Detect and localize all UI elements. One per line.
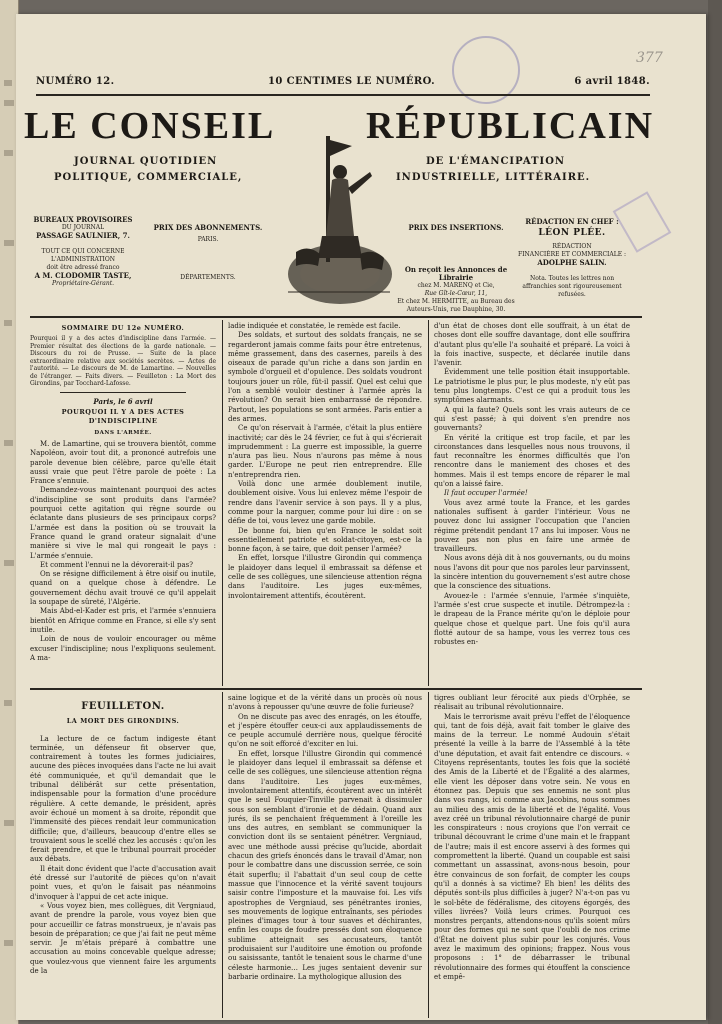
col3-paragraph-8: Avouez-le : l'armée s'ennuie, l'armée s'inquiète, l'armée s'est crue suspecte et inutile. Détrompez-la : le drapeau de la France mérite qu'on le déploie pour quelque chose et quelque part. Une fois qu'il aura flotté autour de sa hampe, vous les verrez tous ces robustes en-	[434, 591, 630, 647]
article-column-3	[434, 322, 630, 686]
redaction-sub2: FINANCIÈRE ET COMMERCIALE :	[517, 251, 627, 258]
column-rule-1	[222, 320, 223, 686]
article-title-2: DANS L'ARMÉE.	[94, 429, 152, 436]
issue-date: 6 avril 1848.	[574, 76, 650, 87]
header-rule	[36, 94, 650, 96]
issue-bar	[36, 76, 650, 92]
masthead-bottom-rule	[30, 316, 642, 318]
subtitle-right-2: INDUSTRIELLE, LITTÉRAIRE.	[396, 172, 591, 183]
col2-paragraph-1: ladie indiquée et constatée, le remède est facile.	[228, 322, 401, 330]
pencil-mark: 377	[636, 50, 663, 66]
column-rule-4	[428, 692, 429, 1018]
bureaux-title: BUREAUX PROVISOIRES	[33, 215, 133, 224]
sommaire-text: Pourquoi il y a des actes d'indiscipline dans l'armée. — Premier résultat des élections de la garde nationale. — Discours du roi de Prusse. — Suite de la place extraordinaire relative aux sociétés secrètes. — Actes de l'autorité. — Le discours de M. de Lamartine. — Nouvelles de l'étranger. — Faits divers. — Feuilleton : La Mort des Girondins, par Tocchard-Lafosse.	[30, 335, 216, 388]
abonnements-departements: DÉPARTEMENTS.	[180, 274, 236, 281]
bureaux-owner: A M. CLODOMIR TASTE,	[34, 271, 132, 280]
bureaux-box	[30, 216, 136, 288]
redaction-editor: ADOLPHE SALIN.	[537, 258, 607, 267]
column-rule-3	[222, 692, 223, 1018]
bureaux-address: PASSAGE SAULNIER, 7.	[36, 231, 130, 240]
redaction-chief: LÉON PLÉE.	[538, 228, 606, 238]
article-column-1	[30, 322, 216, 686]
column-rule-2	[428, 320, 429, 686]
sommaire-title: SOMMAIRE DU 12e NUMÉRO.	[61, 324, 185, 332]
col3-paragraph-6: Vous avez armé toute la France, et les gardes nationales suffisent à garder l'intérieur. Vous ne pouvez donc lui assigner l'occupation que l'ancien régime prétendit pendant 17 ans lui imposer. Vous ne pouvez pas non plus en faire une armée de travailleurs.	[434, 498, 630, 554]
insertions-line4: Auteurs-Unis, rue Dauphine, 30.	[406, 306, 506, 313]
col3-paragraph-4: En vérité la critique est trop facile, et par les circonstances dans lesquelles nous nous trouvons, il faut reconnaître les énormes difficultés que l'on rencontre dans le maniement des choses et des hommes. Mais il est temps encore de réparer le mal qu'on a laissé faire.	[434, 433, 630, 489]
bureaux-line6: Propriétaire-Gérant.	[51, 280, 115, 287]
redaction-box	[516, 218, 628, 299]
insertions-title: PRIX DES INSERTIONS.	[408, 223, 504, 232]
bureaux-line3: TOUT CE QUI CONCERNE L'ADMINISTRATION	[41, 248, 125, 263]
insertions-box	[394, 224, 518, 314]
abonnements-paris: PARIS.	[197, 236, 219, 243]
col3-paragraph-7: Nous avons déjà dit à nos gouvernants, ou du moins nous l'avons dit pour que nos paroles leur parvinssent, la sincère intention du gouvernement s'est autre chose que la conscience des situations.	[434, 554, 630, 591]
col2-paragraph-3: Ce qu'on réservait à l'armée, c'était la plus entière inactivité; car dès le 24 février, ce fut à qui s'écrierait imprudemment : La guerre est impossible, la guerre n'aura pas lieu. Nous n'aurons pas même à nous garder. L'Europe ne peut rien entreprendre. Elle n'entreprendra rien.	[228, 424, 422, 479]
feuilleton-col2-paragraph-1: saine logique et de la vérité dans un procès où nous n'avons à repousser qu'une œuvre de folie furieuse?	[228, 694, 422, 712]
abonnements-title: PRIX DES ABONNEMENTS.	[153, 223, 263, 232]
subtitle-right-1: DE L'ÉMANCIPATION	[426, 156, 566, 167]
subtitle-left-2: POLITIQUE, COMMERCIALE,	[54, 172, 243, 183]
col3-paragraph-3: A qui la faute? Quels sont les vrais auteurs de ce qui s'est passé; à qui doivent s'en prendre nos gouvernants?	[434, 405, 630, 433]
abonnements-box	[144, 224, 272, 282]
feuilleton-title: LA MORT DES GIRONDINS.	[66, 717, 180, 726]
redaction-title: RÉDACTION EN CHEF :	[525, 217, 619, 226]
col1-paragraph-1: M. de Lamartine, qui se trouvera bientôt, comme Napoléon, avoir tout dit, a prononcé autrefois une parole devenue bien célèbre, parce qu'elle était aussi vraie que peut l'être parole de poète : La France s'ennuie.	[30, 439, 216, 486]
redaction-note: Nota. Toutes les lettres non affranchies sont rigoureusement refusées.	[522, 275, 622, 298]
feuilleton-column-2	[228, 694, 422, 1018]
col1-paragraph-2: Demandez-vous maintenant pourquoi des actes d'indiscipline se sont produits dans l'armée? pourquoi cette agitation qui règne sourde ou éclatante dans plusieurs de ses principaux corps? L'armée est dans la position où se trouvait la France quand le grand orateur signalait d'une manière si vive le mal qui rongeait le pays : L'armée s'ennuie.	[30, 486, 216, 560]
redaction-sub: RÉDACTION	[552, 243, 592, 250]
subtitle-left-1: JOURNAL QUOTIDIEN	[74, 156, 218, 167]
col3-paragraph-2: Évidemment une telle position était insupportable. Le patriotisme le plus pur, le plus modeste, n'y eût pas tenu plus longtemps. C'est ce qui a produit tous les symptômes alarmants.	[434, 368, 630, 405]
feuilleton-rule	[30, 688, 642, 690]
col1-paragraph-5: Mais Abd-el-Kader est pris, et l'armée s'ennuiera bientôt en Afrique comme en France, si elle s'y sent inutile.	[30, 607, 216, 634]
feuilleton-heading: FEUILLETON.	[81, 701, 165, 712]
issue-price: 10 CENTIMES LE NUMÉRO.	[268, 76, 436, 87]
bureaux-line4: doit être adressé franco	[46, 264, 120, 271]
insertions-line2: Rue Gît-le-Cœur, 11,	[424, 290, 488, 297]
feuilleton-col3-paragraph-2: Mais le terrorisme avait prévu l'effet de l'éloquence qui, tant de fois déjà, avait fait tomber le glaive des mains de la terreur. Le nommé Audouin s'était présenté la veille à la barre de l'Assemblé à la tête d'une députation, et avait fait entendre ce discours. « Citoyens représentants, toutes les fois que la société des Amis de la Liberté et de l'Égalité a des alarmes, elle vient les déposer dans votre sein. Ne vous en étonnez pas. Depuis que ses ennemis ne sont plus dans vos rangs, ici comme aux Jacobins, nous sommes au milieu des amis de la liberté et de l'égalité. Vous avez créé un tribunal révolutionnaire chargé de punir les conspirateurs : nous croyions que l'on verrait ce tribunal découvrant le crime d'une main et le frappant de l'autre; mais il est encore asservi à des formes qui compromettent la liberté. Quand un coupable est saisi commettant un assassinat, avons-nous besoin, pour être convaincus de son forfait, de compter les coups qu'il a donnés à sa victime? Eh bien! les délits des députés sont-ils plus difficiles à juger? N'a-t-on pas vu le sol-bête de fédéralisme, des citoyens égorgés, des villes livrées? Voilà leurs crimes. Pourquoi ces monstres perçants, attendons-nous qu'ils soient mûrs pour des formes qui ne sont que l'oubli de nos crime d'État ne doivent plus subir pour les conjurés. Vous avez le maximum des opinions; frappez. Nous vous proposons : 1° de débarrasser le tribunal révolutionnaire des formes qui étouffent la conscience et empê-	[434, 712, 630, 981]
masthead-right: RÉPUBLICAIN	[366, 105, 655, 147]
feuilleton-col1-paragraph-3: « Vous voyez bien, mes collègues, dit Vergniaud, avant de prendre la parole, vous voyez bien que pour accueillir ce fatras monstrueux, je n'avais pas besoin de préparation; ce que j'ai fait ne peut même servir. Je m'étais préparé à combattre une accusation au moins concevable quelque adresse; que voulez-vous que viennent faire les arguments de la	[30, 901, 216, 976]
feuilleton-column-3	[434, 694, 630, 1018]
col3-paragraph-1: d'un état de choses dont elle souffrait, à un état de choses dont elle souffre davantage, dont elle souffrira d'autant plus qu'elle l'a souhaité et préparé. La voici à la fois inactive, suspecte, et déclarée inutile dans l'avenir.	[434, 322, 630, 368]
col2-paragraph-2: Des soldats, et surtout des soldats français, ne se regarderont jamais comme faits pour être entretenus, même grassement, dans des casernes, pareils à des oiseaux de parade qu'un riche a dans son jardin en symbole d'orgueil et d'opulence. Des soldats voudront toujours jouer un rôle, fût-il passif. Quel est celui que l'on a semblé vouloir destiner à l'armée après la révolution? On serait bien embarrassé de répondre. Partout, les populations se sont armées. Paris entier a des armes.	[228, 331, 422, 423]
feuilleton-col3-paragraph-1: tigres oubliant leur férocité aux pieds d'Orphée, se réalisait au tribunal révolutionnaire.	[434, 694, 630, 712]
col1-paragraph-6: Loin de nous de vouloir encourager ou même excuser l'indiscipline; nous l'expliquons seulement. A ma-	[30, 635, 216, 662]
masthead-left: LE CONSEIL	[24, 105, 276, 147]
insertions-line1: chez M. MARENQ et Cie,	[417, 282, 495, 289]
col2-paragraph-6: En effet, lorsque l'illustre Girondin qui commença le plaidoyer dans lequel il embrassait sa défense et celle de ses collègues, une silencieuse attention régna dans l'auditoire. Les juges eux-mêmes, involontairement attentifs, écoutèrent.	[228, 554, 422, 600]
col1-paragraph-3: Et comment l'ennui ne la dévorerait-il pas?	[40, 560, 193, 569]
bureaux-line1: DU JOURNAL	[61, 224, 105, 231]
feuilleton-col1-paragraph-1: La lecture de ce factum indigeste étant terminée, un défenseur fit observer que, contrairement à toutes les formes judiciaires, aucune des pièces invoquées dans l'acte ne lui avait été communiquée, et qu'il demandait que le tribunal délibérât sur cette présentation, indispensable pour la formation d'une procédure régulière. A cette demande, le président, après avoir échoué un moment à sa droite, répondit que l'immensité des pièces rendait leur communication difficile; que, d'ailleurs, beaucoup d'entre elles se trouvaient sous le scellé chez les accusés : qu'on les ferait prendre, et que le tribunal pourrait procéder aux débats.	[30, 734, 216, 864]
insertions-annonces: On reçoit les Annonces de Librairie	[404, 265, 508, 282]
col2-paragraph-4: Voilà donc une armée doublement inutile, doublement oisive. Vous lui enlevez même l'espoir de rendre dans l'avenir service à son pays. Il y a plus, comme pour la narguer, comme pour lui dire : on se défie de toi, vous levez une garde mobile.	[228, 480, 422, 526]
scanner-background	[708, 0, 722, 1024]
feuilleton-column-1	[30, 694, 216, 1018]
col2-paragraph-5: De bonne foi, bien qu'en France le soldat soit essentiellement patriote et soldat-citoyen, est-ce la bonne façon, à se taire, que doit penser l'armée?	[228, 526, 422, 554]
col1-paragraph-4: On se résigne difficilement à être oisif ou inutile, quand on a quelque chose à défendre. Le gouvernement déchu avait trouvé ce qu'il appelait la soupape de sûreté, l'Algérie.	[30, 570, 216, 607]
article-title: POURQUOI IL Y A DES ACTES D'INDISCIPLINE	[61, 408, 185, 426]
liberty-vignette-image	[278, 132, 396, 310]
dateline: Paris, le 6 avril	[93, 396, 153, 406]
col3-paragraph-5: Il faut occuper l'armée!	[444, 489, 528, 498]
feuilleton-col1-paragraph-2: Il était donc évident que l'acte d'accusation avait été dressé sur l'autorité de pièces qu'on n'avait point vues, et qu'on le faisait pas néanmoins d'invoquer à l'appui de cet acte inique.	[30, 864, 216, 901]
feuilleton-col2-paragraph-2: On ne discute pas avec des enragés, on les étouffe, et j'espère étouffer ceux-ci aux applaudissements de ce peuple accumulé derrière nous, quelque férocité qu'on ne soit efforcé d'exciter en lui.	[228, 712, 422, 749]
issue-number: NUMÉRO 12.	[36, 76, 115, 87]
insertions-line3: Et chez M. HERMITTE, au Bureau des	[397, 298, 515, 305]
feuilleton-col2-paragraph-3: En effet, lorsque l'illustre Girondin qui commencé le plaidoyer dans lequel il embrassait sa défense et celle de ses collègues, une silencieuse attention régna dans l'auditoire. Les juges eux-mêmes, involontairement attentifs, écoutèrent avec un intérêt que le seul Fouquier-Tinville parvenait à dissimuler sous son semblant d'ironie et de dédain. Quand aux jurés, ils se penchaient fréquemment à l'oreille les uns des autres, en semblant se communiquer la conviction dont ils se sentaient pénétrer. Vergniaud, avec une méthode aussi précise qu'lucide, abordait chacun des griefs énoncés dans le travail d'Amar, non pour le combattre dans une discussion serrée, ce soin était superflu; il l'abattait d'un seul coup de cette massue que l'innocence et la vérité savent toujours saisir contre l'imposture et la mauvaise foi. Les vifs apostrophes de Vergniaud, ses pénétrantes ironies, ses mouvements de logique entraînants, ses périodes pleines d'images tour à tour suaves et déchirantes, enfin les coups de foudre pressés dont son éloquence sublime atteignait ses accusateurs, tantôt produisaient sur l'auditoire une émotion ou profonde ou saisissante, tantôt le tenaient sous le charme d'une céleste harmonie… Les juges sentaient devenir sur barbarie ordinaire. La mythologique allusion des	[228, 749, 422, 981]
newspaper-page	[16, 14, 706, 1020]
article-column-2	[228, 322, 422, 686]
